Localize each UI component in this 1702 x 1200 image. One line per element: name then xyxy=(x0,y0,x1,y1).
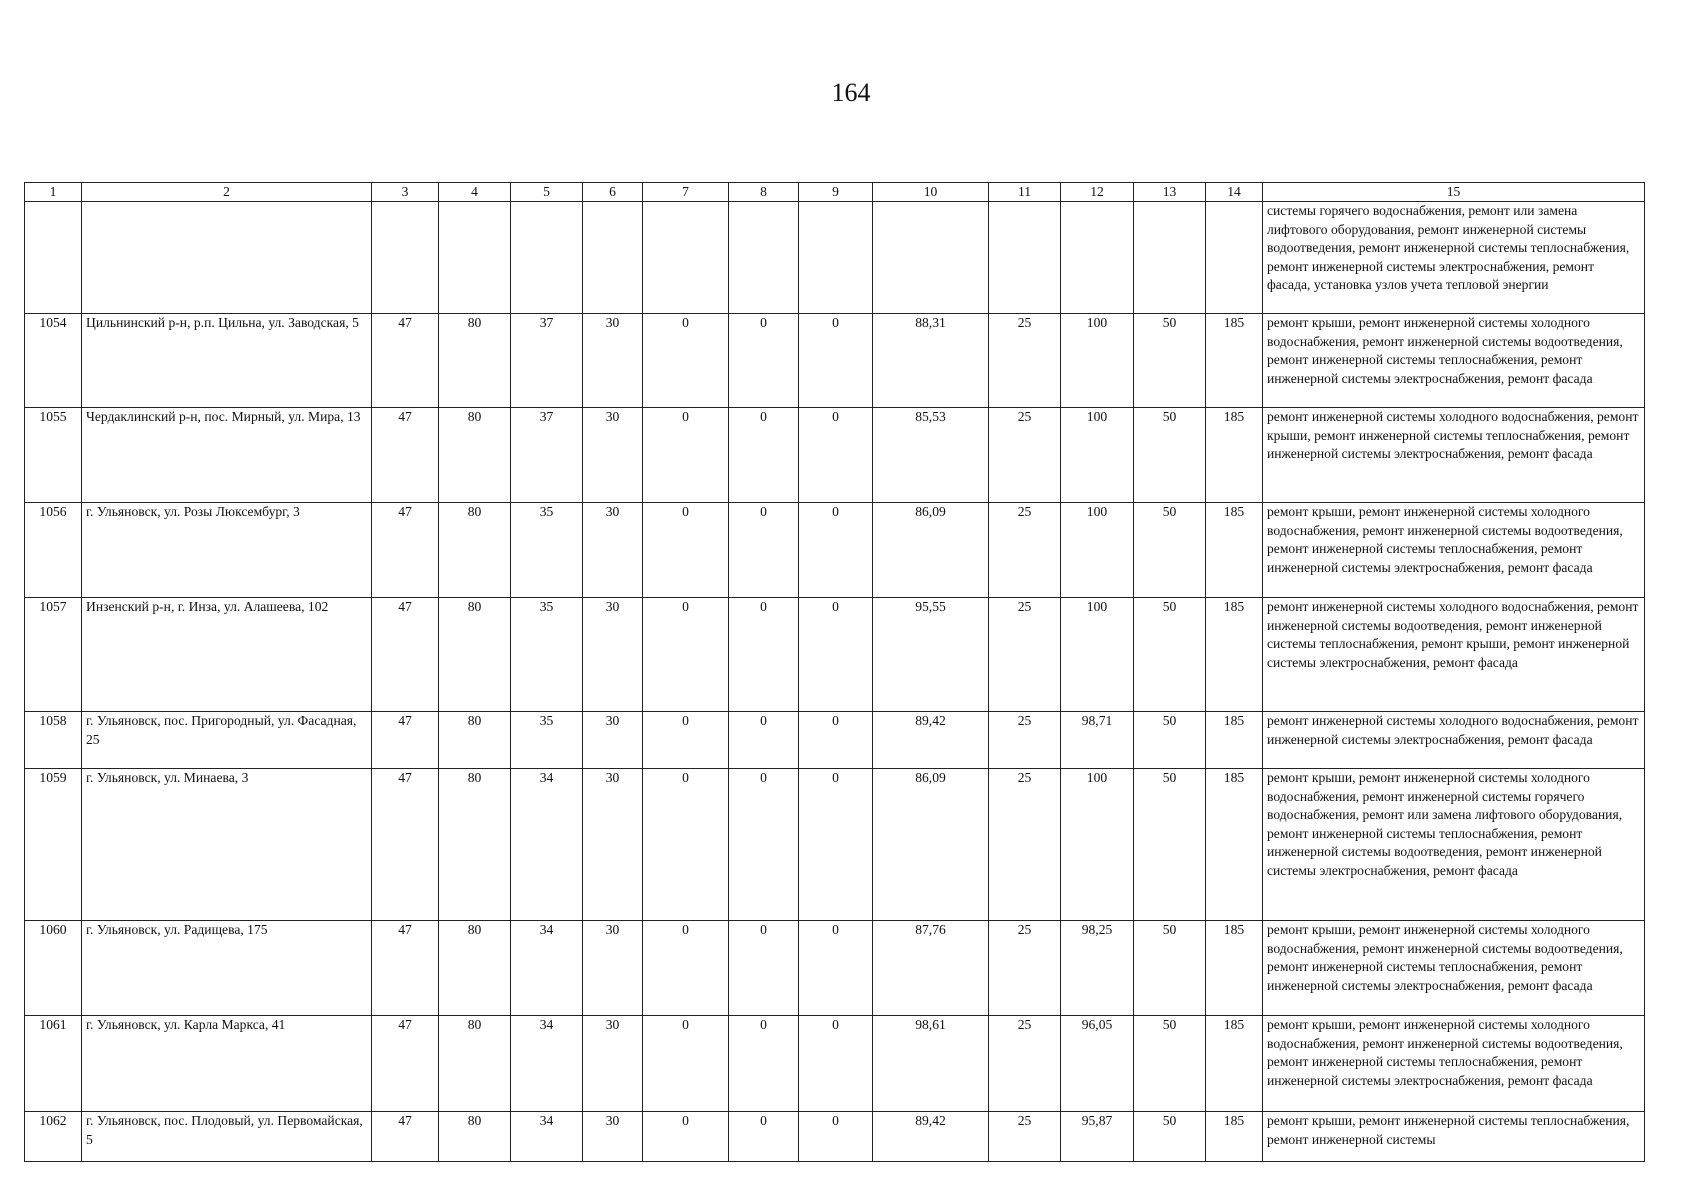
address-cell: Чердаклинский р-н, пос. Мирный, ул. Мира, 13 xyxy=(82,408,372,503)
table-body xyxy=(25,183,1645,1162)
value-cell xyxy=(799,202,873,314)
value-cell: 185 xyxy=(1206,769,1263,921)
value-cell: 25 xyxy=(989,921,1061,1016)
value-cell: 30 xyxy=(583,314,643,408)
column-number-6: 6 xyxy=(583,183,643,202)
address-cell xyxy=(82,202,372,314)
value-cell: 0 xyxy=(643,503,729,598)
value-cell xyxy=(729,202,799,314)
value-cell: 100 xyxy=(1061,314,1134,408)
column-number-11: 11 xyxy=(989,183,1061,202)
value-cell: 0 xyxy=(799,1112,873,1162)
row-number-cell: 1054 xyxy=(25,314,82,408)
value-cell xyxy=(1061,202,1134,314)
value-cell: 185 xyxy=(1206,712,1263,769)
works-list-cell: ремонт крыши, ремонт инженерной системы холодного водоснабжения, ремонт инженерной системы горячего водоснабжения, ремонт или замена лифтового оборудования, ремонт инженерной системы теплоснабжения, ремонт инженерной системы водоотведения, ремонт инженерной системы электроснабжения, ремонт фасада xyxy=(1263,769,1645,921)
value-cell: 25 xyxy=(989,314,1061,408)
value-cell: 0 xyxy=(643,712,729,769)
column-number-12: 12 xyxy=(1061,183,1134,202)
value-cell: 50 xyxy=(1134,598,1206,712)
works-list-cell: ремонт крыши, ремонт инженерной системы холодного водоснабжения, ремонт инженерной системы водоотведения, ремонт инженерной системы теплоснабжения, ремонт инженерной системы электроснабжения, ремонт фасада xyxy=(1263,1016,1645,1112)
value-cell: 47 xyxy=(372,921,439,1016)
value-cell: 80 xyxy=(439,921,511,1016)
table-row xyxy=(25,712,1645,769)
value-cell: 0 xyxy=(799,712,873,769)
value-cell: 50 xyxy=(1134,1112,1206,1162)
value-cell: 30 xyxy=(583,769,643,921)
value-cell: 185 xyxy=(1206,598,1263,712)
column-number-row xyxy=(25,183,1645,202)
value-cell: 0 xyxy=(643,314,729,408)
value-cell: 0 xyxy=(729,1016,799,1112)
value-cell: 25 xyxy=(989,408,1061,503)
column-number-8: 8 xyxy=(729,183,799,202)
works-list-cell: ремонт инженерной системы холодного водоснабжения, ремонт инженерной системы электроснабжения, ремонт фасада xyxy=(1263,712,1645,769)
value-cell: 185 xyxy=(1206,503,1263,598)
row-number-cell: 1057 xyxy=(25,598,82,712)
capital-repair-table xyxy=(24,182,1645,1162)
value-cell: 85,53 xyxy=(873,408,989,503)
value-cell: 0 xyxy=(799,408,873,503)
value-cell: 185 xyxy=(1206,314,1263,408)
column-number-1: 1 xyxy=(25,183,82,202)
value-cell: 0 xyxy=(799,769,873,921)
column-number-4: 4 xyxy=(439,183,511,202)
row-number-cell: 1059 xyxy=(25,769,82,921)
value-cell: 30 xyxy=(583,598,643,712)
value-cell: 0 xyxy=(643,598,729,712)
value-cell: 95,87 xyxy=(1061,1112,1134,1162)
value-cell: 47 xyxy=(372,712,439,769)
works-list-cell: системы горячего водоснабжения, ремонт или замена лифтового оборудования, ремонт инженерной системы водоотведения, ремонт инженерной системы теплоснабжения, ремонт инженерной системы электроснабжения, ремонт фасада, установка узлов учета тепловой энергии xyxy=(1263,202,1645,314)
value-cell: 88,31 xyxy=(873,314,989,408)
row-number-cell: 1055 xyxy=(25,408,82,503)
value-cell xyxy=(372,202,439,314)
page-number: 164 xyxy=(831,78,871,107)
value-cell: 30 xyxy=(583,921,643,1016)
value-cell: 80 xyxy=(439,408,511,503)
table-row xyxy=(25,314,1645,408)
value-cell: 98,61 xyxy=(873,1016,989,1112)
value-cell: 80 xyxy=(439,1016,511,1112)
value-cell: 80 xyxy=(439,769,511,921)
value-cell: 35 xyxy=(511,598,583,712)
value-cell: 34 xyxy=(511,921,583,1016)
value-cell: 50 xyxy=(1134,921,1206,1016)
value-cell: 100 xyxy=(1061,408,1134,503)
row-number-cell: 1058 xyxy=(25,712,82,769)
value-cell xyxy=(583,202,643,314)
value-cell: 0 xyxy=(643,1016,729,1112)
value-cell: 34 xyxy=(511,769,583,921)
value-cell: 50 xyxy=(1134,712,1206,769)
value-cell xyxy=(1206,202,1263,314)
value-cell: 0 xyxy=(729,408,799,503)
value-cell: 98,71 xyxy=(1061,712,1134,769)
column-number-15: 15 xyxy=(1263,183,1645,202)
value-cell: 34 xyxy=(511,1016,583,1112)
column-number-7: 7 xyxy=(643,183,729,202)
value-cell: 47 xyxy=(372,598,439,712)
value-cell: 47 xyxy=(372,503,439,598)
address-cell: г. Ульяновск, ул. Карла Маркса, 41 xyxy=(82,1016,372,1112)
table-row xyxy=(25,1016,1645,1112)
value-cell: 100 xyxy=(1061,598,1134,712)
value-cell: 100 xyxy=(1061,503,1134,598)
row-number-cell xyxy=(25,202,82,314)
value-cell: 0 xyxy=(729,314,799,408)
value-cell: 34 xyxy=(511,1112,583,1162)
table-row xyxy=(25,1112,1645,1162)
table-row xyxy=(25,921,1645,1016)
value-cell: 47 xyxy=(372,769,439,921)
value-cell: 0 xyxy=(643,769,729,921)
value-cell: 0 xyxy=(799,1016,873,1112)
value-cell: 185 xyxy=(1206,1112,1263,1162)
value-cell: 50 xyxy=(1134,769,1206,921)
table-row xyxy=(25,408,1645,503)
value-cell: 47 xyxy=(372,408,439,503)
value-cell: 50 xyxy=(1134,314,1206,408)
value-cell: 37 xyxy=(511,314,583,408)
value-cell: 25 xyxy=(989,1112,1061,1162)
table-row xyxy=(25,598,1645,712)
value-cell: 30 xyxy=(583,1016,643,1112)
value-cell: 47 xyxy=(372,1112,439,1162)
value-cell: 0 xyxy=(799,598,873,712)
works-list-cell: ремонт инженерной системы холодного водоснабжения, ремонт крыши, ремонт инженерной системы теплоснабжения, ремонт инженерной системы электроснабжения, ремонт фасада xyxy=(1263,408,1645,503)
value-cell: 30 xyxy=(583,503,643,598)
column-number-13: 13 xyxy=(1134,183,1206,202)
table-row xyxy=(25,503,1645,598)
column-number-2: 2 xyxy=(82,183,372,202)
value-cell: 0 xyxy=(729,921,799,1016)
value-cell: 25 xyxy=(989,598,1061,712)
value-cell: 0 xyxy=(729,712,799,769)
value-cell: 25 xyxy=(989,712,1061,769)
row-number-cell: 1060 xyxy=(25,921,82,1016)
row-number-cell: 1056 xyxy=(25,503,82,598)
address-cell: г. Ульяновск, ул. Розы Люксембург, 3 xyxy=(82,503,372,598)
row-number-cell: 1062 xyxy=(25,1112,82,1162)
value-cell: 47 xyxy=(372,314,439,408)
value-cell: 100 xyxy=(1061,769,1134,921)
value-cell: 80 xyxy=(439,712,511,769)
works-list-cell: ремонт крыши, ремонт инженерной системы холодного водоснабжения, ремонт инженерной системы водоотведения, ремонт инженерной системы теплоснабжения, ремонт инженерной системы электроснабжения, ремонт фасада xyxy=(1263,503,1645,598)
value-cell: 89,42 xyxy=(873,712,989,769)
value-cell: 89,42 xyxy=(873,1112,989,1162)
value-cell: 80 xyxy=(439,314,511,408)
address-cell: г. Ульяновск, ул. Минаева, 3 xyxy=(82,769,372,921)
value-cell: 185 xyxy=(1206,921,1263,1016)
address-cell: Инзенский р-н, г. Инза, ул. Алашеева, 102 xyxy=(82,598,372,712)
address-cell: г. Ульяновск, ул. Радищева, 175 xyxy=(82,921,372,1016)
column-number-10: 10 xyxy=(873,183,989,202)
value-cell: 0 xyxy=(643,1112,729,1162)
value-cell: 0 xyxy=(729,769,799,921)
value-cell: 35 xyxy=(511,503,583,598)
value-cell: 0 xyxy=(799,921,873,1016)
works-list-cell: ремонт крыши, ремонт инженерной системы холодного водоснабжения, ремонт инженерной системы водоотведения, ремонт инженерной системы теплоснабжения, ремонт инженерной системы электроснабжения, ремонт фасада xyxy=(1263,314,1645,408)
value-cell xyxy=(1134,202,1206,314)
value-cell: 86,09 xyxy=(873,503,989,598)
value-cell: 95,55 xyxy=(873,598,989,712)
value-cell: 30 xyxy=(583,712,643,769)
value-cell: 35 xyxy=(511,712,583,769)
value-cell: 50 xyxy=(1134,408,1206,503)
value-cell: 30 xyxy=(583,1112,643,1162)
value-cell: 0 xyxy=(799,503,873,598)
value-cell xyxy=(989,202,1061,314)
value-cell: 50 xyxy=(1134,503,1206,598)
value-cell: 185 xyxy=(1206,1016,1263,1112)
value-cell: 30 xyxy=(583,408,643,503)
value-cell: 0 xyxy=(729,598,799,712)
value-cell: 86,09 xyxy=(873,769,989,921)
column-number-3: 3 xyxy=(372,183,439,202)
value-cell: 0 xyxy=(799,314,873,408)
column-number-14: 14 xyxy=(1206,183,1263,202)
value-cell: 98,25 xyxy=(1061,921,1134,1016)
value-cell: 37 xyxy=(511,408,583,503)
works-list-cell: ремонт крыши, ремонт инженерной системы холодного водоснабжения, ремонт инженерной системы водоотведения, ремонт инженерной системы теплоснабжения, ремонт инженерной системы электроснабжения, ремонт фасада xyxy=(1263,921,1645,1016)
address-cell: Цильнинский р-н, р.п. Цильна, ул. Заводская, 5 xyxy=(82,314,372,408)
value-cell: 80 xyxy=(439,503,511,598)
address-cell: г. Ульяновск, пос. Пригородный, ул. Фасадная, 25 xyxy=(82,712,372,769)
value-cell: 87,76 xyxy=(873,921,989,1016)
value-cell: 80 xyxy=(439,598,511,712)
value-cell: 185 xyxy=(1206,408,1263,503)
value-cell: 25 xyxy=(989,503,1061,598)
value-cell: 80 xyxy=(439,1112,511,1162)
value-cell: 0 xyxy=(729,1112,799,1162)
value-cell: 47 xyxy=(372,1016,439,1112)
value-cell xyxy=(873,202,989,314)
column-number-9: 9 xyxy=(799,183,873,202)
value-cell: 25 xyxy=(989,769,1061,921)
works-list-cell: ремонт инженерной системы холодного водоснабжения, ремонт инженерной системы водоотведения, ремонт инженерной системы теплоснабжения, ремонт крыши, ремонт инженерной системы электроснабжения, ремонт фасада xyxy=(1263,598,1645,712)
address-cell: г. Ульяновск, пос. Плодовый, ул. Первомайская, 5 xyxy=(82,1112,372,1162)
value-cell xyxy=(439,202,511,314)
works-list-cell: ремонт крыши, ремонт инженерной системы теплоснабжения, ремонт инженерной системы xyxy=(1263,1112,1645,1162)
value-cell: 96,05 xyxy=(1061,1016,1134,1112)
value-cell: 0 xyxy=(643,921,729,1016)
value-cell xyxy=(511,202,583,314)
column-number-5: 5 xyxy=(511,183,583,202)
value-cell: 25 xyxy=(989,1016,1061,1112)
value-cell: 50 xyxy=(1134,1016,1206,1112)
value-cell: 0 xyxy=(643,408,729,503)
row-number-cell: 1061 xyxy=(25,1016,82,1112)
value-cell: 0 xyxy=(729,503,799,598)
value-cell xyxy=(643,202,729,314)
table-row xyxy=(25,769,1645,921)
table-row xyxy=(25,202,1645,314)
